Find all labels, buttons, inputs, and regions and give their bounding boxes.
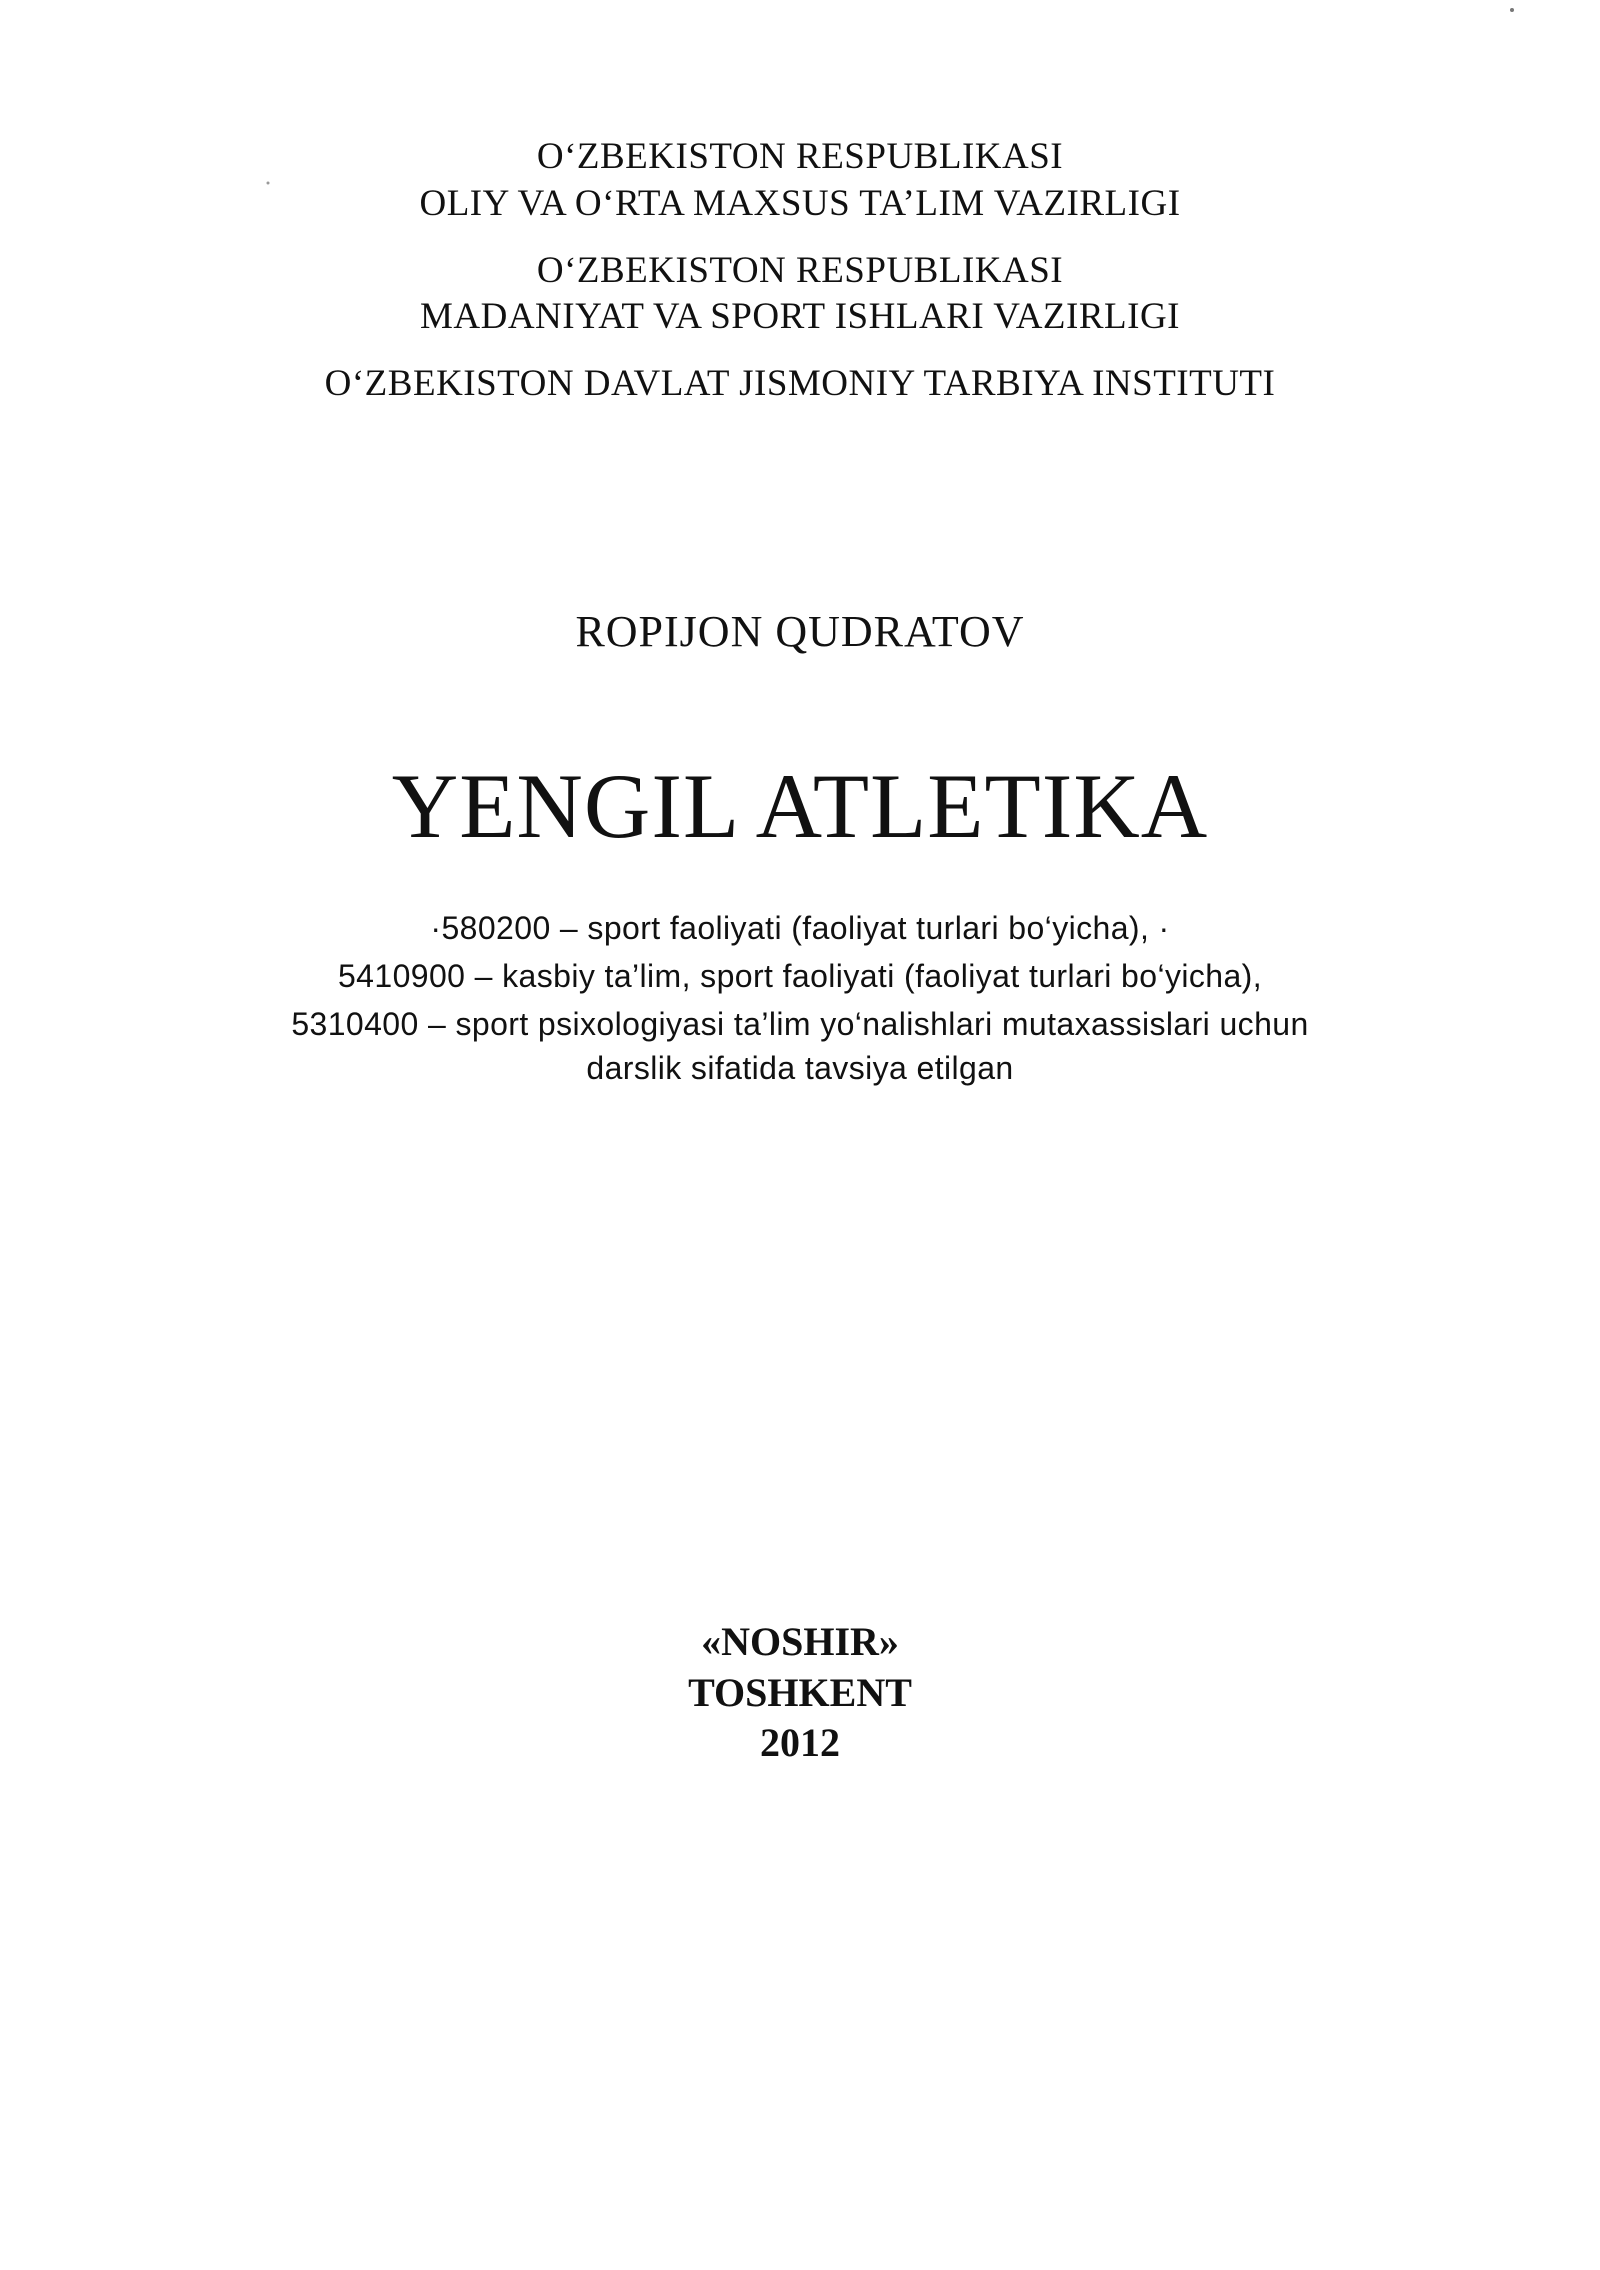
description-line-1: ·580200 – sport faoliyati (faoliyat turlari bo‘yicha), · [430,910,1170,946]
description-line-3: 5310400 – sport psixologiyasi ta’lim yo‘nalishlari mutaxassislari uchun [291,1006,1309,1042]
institution-line-1: O‘ZBEKISTON RESPUBLIKASI [536,136,1064,177]
institution-line-3: O‘ZBEKISTON RESPUBLIKASI [536,250,1064,291]
description-line-2: 5410900 – kasbiy ta’lim, sport faoliyati (faoliyat turlari bo‘yicha), [337,958,1263,994]
scan-speck [1510,8,1514,12]
publication-year: 2012 [760,1720,840,1765]
institution-line-5: O‘ZBEKISTON DAVLAT JISMONIY TARBIYA INSTITUTI [324,363,1276,404]
book-title: YENGIL ATLETIKA [391,755,1209,857]
publisher-name: «NOSHIR» [701,1619,899,1664]
publisher-city: TOSHKENT [688,1670,912,1715]
institution-line-4: MADANIYAT VA SPORT ISHLARI VAZIRLIGI [419,296,1180,337]
author-name: ROPIJON QUDRATOV [575,607,1025,656]
institution-line-2: OLIY VA O‘RTA MAXSUS TA’LIM VAZIRLIGI [419,183,1181,224]
description-line-4: darslik sifatida tavsiya etilgan [586,1050,1014,1086]
